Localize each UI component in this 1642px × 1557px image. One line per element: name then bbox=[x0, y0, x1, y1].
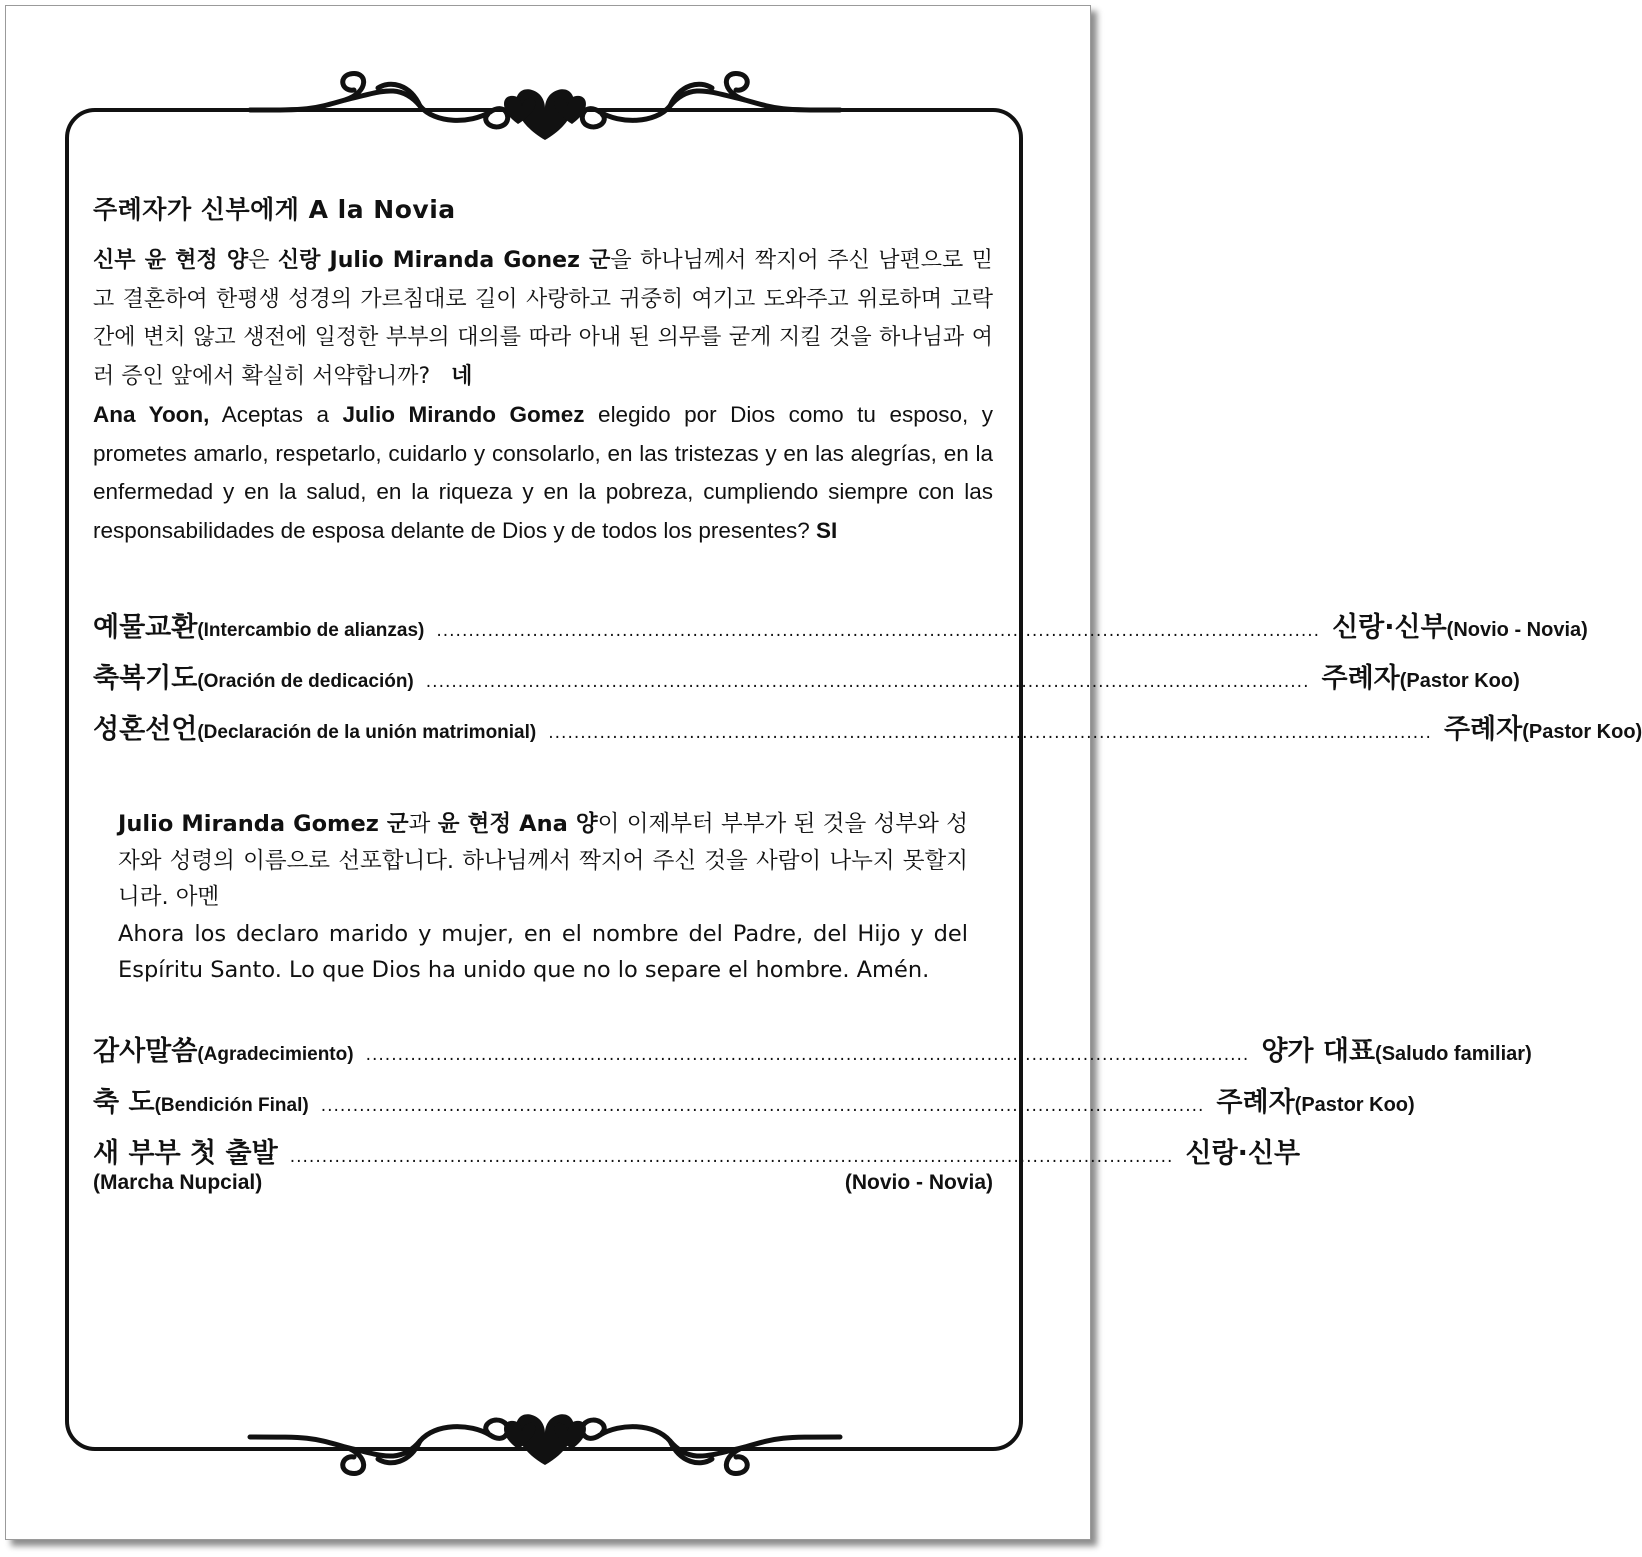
order-item-march: 새 부부 첫 출발 .......................................................................................................................................... 신랑·신부 bbox=[93, 1137, 1301, 1169]
leader-dots: .......................................................................................................................................... bbox=[289, 1146, 1174, 1167]
ornament-bottom-icon bbox=[250, 1395, 840, 1485]
leader-dots: .......................................................................................................................................... bbox=[425, 672, 1310, 692]
leader-dots: .......................................................................................................................................... bbox=[365, 1044, 1250, 1065]
bride-vow-korean: 신부 윤 현정 양은 신랑 Julio Miranda Gonez 군을 하나님께서 짝지어 주신 남편으로 믿고 결혼하여 한평생 성경의 가르침대로 길이 사랑하고 귀중히 여기고 도와주고 위로하며 고락간에 변치 않고 생전에 일정한 부부의 대의를 따라 아내 된 의무를 굳게 지킬 것을 하나님과 여러 증인 앞에서 확실히 서약합니까? 네 bbox=[93, 248, 993, 389]
section-title: 주례자가 신부에게 A la Novia bbox=[93, 195, 456, 224]
order-item: 예물교환 (Intercambio de alianzas) .......................................................................................................................................... 신랑·신부(Novio - Novia) bbox=[93, 612, 1588, 643]
declaration-spanish: Ahora los declaro marido y mujer, en el nombre del Padre, del Hijo y del Espíritu Santo. Lo que Dios ha unido que no lo separe el hombre. Amén. bbox=[118, 920, 968, 983]
bride-name-es: Ana Yoon, bbox=[93, 402, 210, 427]
ornament-top-icon bbox=[250, 62, 840, 152]
order-list-1 bbox=[93, 605, 1642, 758]
vow-answer-es: SI bbox=[816, 517, 838, 543]
bride-vow-spanish: Ana Yoon, Aceptas a Julio Mirando Gomez elegido por Dios como tu esposo, y prometes amarlo, respetarlo, cuidarlo y consolarlo, en las tristezas y en las alegrías, en la enfermedad y en la salud, en la riqueza y en la pobreza, cumpliendo siempre con las responsabilidades de esposa delante de Dios y de todos los presentes? SI bbox=[93, 402, 993, 543]
program-content bbox=[93, 190, 1642, 1195]
order-item: 성혼선언 (Declaración de la unión matrimonial) .......................................................................................................................................... 주례자(Pastor Koo) bbox=[93, 714, 1642, 745]
leader-dots: .......................................................................................................................................... bbox=[436, 621, 1321, 641]
groom-name-es: Julio Mirando Gomez bbox=[342, 402, 585, 427]
bride-name: 신부 윤 현정 양 bbox=[93, 248, 249, 273]
marriage-declaration bbox=[118, 806, 968, 989]
leader-dots: .......................................................................................................................................... bbox=[548, 723, 1432, 743]
leader-dots: .......................................................................................................................................... bbox=[320, 1095, 1205, 1116]
vow-answer: 네 bbox=[451, 363, 473, 389]
march-captions: (Marcha Nupcial) (Novio - Novia) bbox=[93, 1170, 993, 1194]
declaration-korean: Julio Miranda Gomez 군과 윤 현정 Ana 양이 이제부터 부부가 된 것을 성부와 성자와 성령의 이름으로 선포합니다. 하나님께서 짝지어 주신 것을 사람이 나누지 못할지니라. 아멘 bbox=[118, 811, 968, 910]
order-item: 축복기도 (Oración de dedicación) .......................................................................................................................................... 주례자(Pastor Koo) bbox=[93, 663, 1520, 694]
groom-name: 신랑 Julio Miranda Gonez 군 bbox=[277, 248, 611, 273]
order-item: 축 도 (Bendición Final) .......................................................................................................................................... 주례자(Pastor Koo) bbox=[93, 1086, 1415, 1118]
order-item: 감사말씀 (Agradecimiento) .......................................................................................................................................... 양가 대표(Saludo familiar) bbox=[93, 1035, 1532, 1067]
order-list-2 bbox=[93, 1029, 1532, 1195]
